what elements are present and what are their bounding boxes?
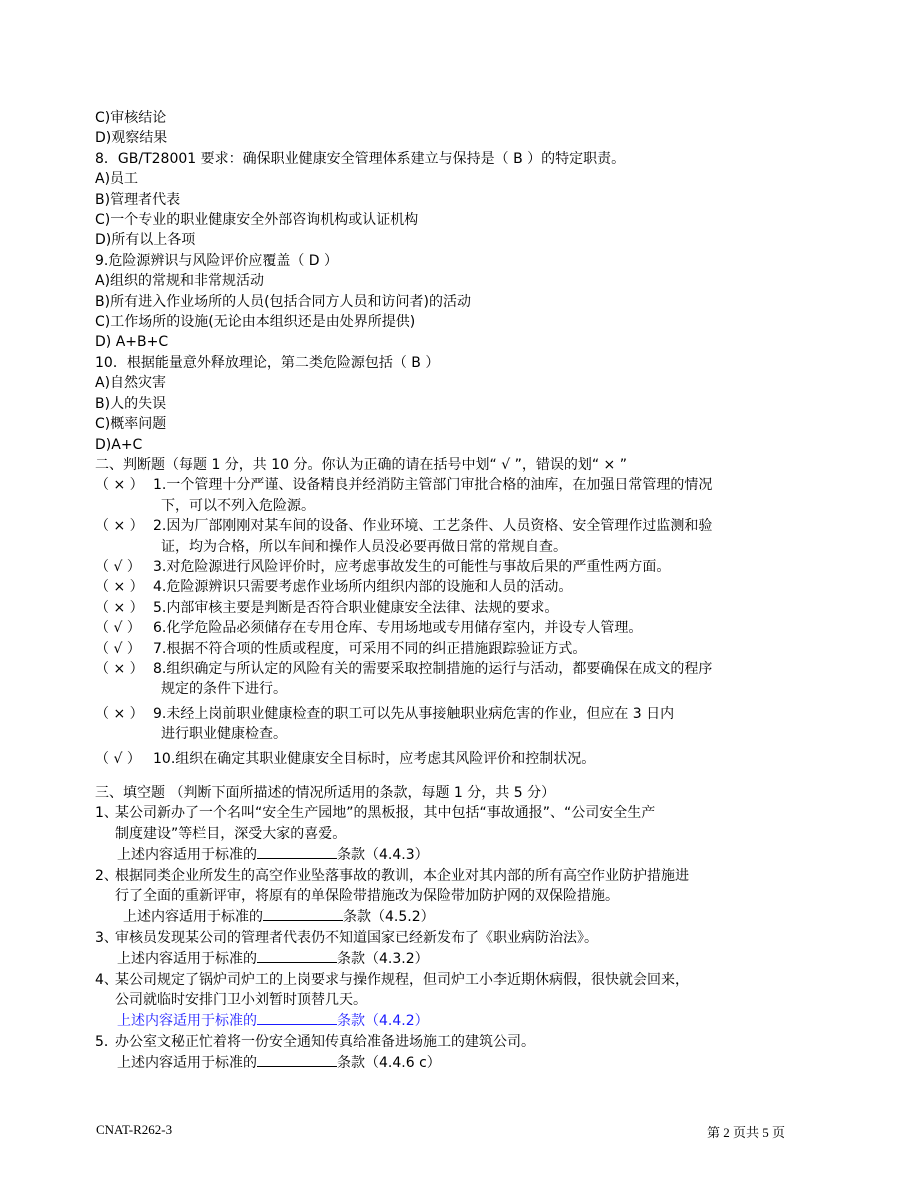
tf-text-cont: 规定的条件下进行。 — [161, 681, 287, 698]
q10-option-d: D)A+C — [95, 436, 143, 453]
answer-clause: （4.4.3） — [365, 847, 429, 864]
footer-doc-code: CNAT-R262-3 — [96, 1122, 173, 1137]
section-true-false-heading: 二、判断题（每题 1 分，共 10 分。你认为正确的请在括号中划“ √ ”，错误的划“ × ” — [95, 456, 627, 473]
question-10: 10．根据能量意外释放理论，第二类危险源包括（ B ） — [95, 354, 440, 371]
q9-option-d: D) A+B+C — [95, 334, 169, 351]
fill-answer-4 — [95, 1010, 795, 1031]
answer-clause: （4.3.2） — [365, 951, 429, 968]
tf-item-9 — [95, 704, 795, 745]
tf-item-2 — [95, 516, 795, 557]
option-d-prev: D)观察结果 — [95, 130, 168, 147]
answer-clause: （4.4.6 c） — [365, 1055, 441, 1072]
tf-text: 3.对危险源进行风险评价时，应考虑事故发生的可能性与事故后果的严重性两方面。 — [153, 558, 671, 575]
tf-mark: （ × ） — [95, 518, 144, 535]
answer-mid: 条款 — [343, 909, 371, 926]
answer-blank[interactable] — [257, 1010, 337, 1025]
tf-text: 10.组织在确定其职业健康安全目标时，应考虑其风险评价和控制状况。 — [153, 750, 596, 767]
tf-mark: （ × ） — [95, 477, 144, 494]
answer-prefix: 上述内容适用于标准的 — [117, 1055, 257, 1072]
tf-text: 4.危险源辨识只需要考虑作业场所内组织内部的设施和人员的活动。 — [153, 579, 573, 596]
answer-prefix: 上述内容适用于标准的 — [117, 847, 257, 864]
fill-item-4 — [95, 970, 795, 1011]
fill-number: 2、 — [95, 867, 118, 884]
q9-option-c: C)工作场所的设施(无论由本组织还是由处界所提供) — [95, 314, 416, 331]
tf-item-10 — [95, 749, 795, 769]
tf-text: 7.根据不符合项的性质或程度，可采用不同的纠正措施跟踪验证方式。 — [153, 640, 587, 657]
answer-mid: 条款 — [337, 951, 365, 968]
answer-prefix: 上述内容适用于标准的 — [123, 909, 263, 926]
q9-option-b: B)所有进入作业场所的人员(包括合同方人员和访问者)的活动 — [95, 293, 471, 310]
page-content — [95, 108, 795, 1074]
answer-mid: 条款 — [337, 1013, 365, 1030]
fill-item-1 — [95, 803, 795, 844]
tf-text-cont: 证，均为合格，所以车间和操作人员没必要再做日常的常规自查。 — [161, 538, 567, 555]
tf-mark: （ × ） — [95, 660, 144, 677]
fill-text: 根据同类企业所发生的高空作业坠落事故的教训，本企业对其内部的所有高空作业防护措施进 — [115, 867, 689, 884]
tf-item-1 — [95, 475, 795, 516]
tf-text: 6.化学危险品必须储存在专用仓库、专用场地或专用储存室内，并设专人管理。 — [153, 620, 643, 637]
answer-clause: （4.4.2） — [365, 1013, 429, 1030]
tf-mark: （ × ） — [95, 599, 144, 616]
footer-page-number: 第 2 页共 5 页 — [707, 1125, 786, 1140]
option-c-prev: C)审核结论 — [95, 110, 167, 126]
tf-item-4 — [95, 577, 795, 597]
fill-text-cont: 公司就临时安排门卫小刘暂时顶替几天。 — [115, 992, 367, 1009]
answer-blank[interactable] — [263, 906, 343, 921]
q8-option-a: A)员工 — [95, 171, 139, 188]
answer-mid: 条款 — [337, 1055, 365, 1072]
tf-mark: （ × ） — [95, 705, 144, 722]
answer-blank[interactable] — [257, 948, 337, 963]
tf-text: 2.因为厂部刚刚对某车间的设备、作业环境、工艺条件、人员资格、安全管理作过监测和验 — [153, 518, 713, 535]
q8-option-d: D)所有以上各项 — [95, 232, 196, 249]
answer-blank[interactable] — [257, 844, 337, 859]
answer-prefix: 上述内容适用于标准的 — [117, 1013, 257, 1030]
fill-answer-3 — [95, 948, 795, 969]
fill-item-5 — [95, 1032, 795, 1052]
fill-text: 某公司规定了锅炉司炉工的上岗要求与操作规程，但司炉工小李近期休病假，很快就会回来， — [115, 971, 689, 988]
tf-text-cont: 进行职业健康检查。 — [161, 726, 287, 743]
tf-item-5 — [95, 598, 795, 618]
question-8: 8．GB/T28001 要求：确保职业健康安全管理体系建立与保持是（ B ）的特定职责。 — [95, 150, 626, 167]
answer-blank[interactable] — [257, 1052, 337, 1067]
fill-item-3 — [95, 928, 795, 948]
answer-mid: 条款 — [337, 847, 365, 864]
tf-mark: （ √ ） — [95, 750, 141, 767]
tf-item-6 — [95, 618, 795, 638]
fill-number: 5． — [95, 1033, 118, 1050]
tf-item-7 — [95, 639, 795, 659]
tf-text-cont: 下，可以不列入危险源。 — [161, 497, 315, 514]
fill-number: 1、 — [95, 805, 118, 822]
tf-item-3 — [95, 557, 795, 577]
fill-text-cont: 行了全面的重新评审，将原有的单保险带措施改为保险带加防护网的双保险措施。 — [115, 888, 619, 905]
tf-text: 9.未经上岗前职业健康检查的职工可以先从事接触职业病危害的作业，但应在 3 日内 — [153, 705, 675, 722]
tf-item-8 — [95, 659, 795, 700]
fill-text-cont: 制度建设”等栏目，深受大家的喜爱。 — [115, 825, 347, 842]
tf-text: 1.一个管理十分严谨、设备精良并经消防主管部门审批合格的油库，在加强日常管理的情况 — [153, 477, 713, 494]
tf-mark: （ √ ） — [95, 620, 141, 637]
tf-mark: （ √ ） — [95, 640, 141, 657]
tf-mark: （ √ ） — [95, 558, 141, 575]
fill-answer-1 — [95, 844, 795, 865]
fill-number: 4、 — [95, 971, 118, 988]
question-9: 9.危险源辨识与风险评价应覆盖（ D ） — [95, 252, 339, 269]
q10-option-b: B)人的失误 — [95, 395, 167, 412]
tf-mark: （ × ） — [95, 579, 144, 596]
q8-option-c: C)一个专业的职业健康安全外部咨询机构或认证机构 — [95, 212, 419, 229]
fill-item-2 — [95, 866, 795, 907]
tf-text: 5.内部审核主要是判断是否符合职业健康安全法律、法规的要求。 — [153, 599, 559, 616]
fill-text: 办公室文秘正忙着将一份安全通知传真给准备进场施工的建筑公司。 — [115, 1033, 535, 1050]
fill-text: 审核员发现某公司的管理者代表仍不知道国家已经新发布了《职业病防治法》。 — [115, 929, 598, 946]
tf-text: 8.组织确定与所认定的风险有关的需要采取控制措施的运行与活动，都要确保在成文的程序 — [153, 660, 713, 677]
answer-prefix: 上述内容适用于标准的 — [117, 951, 257, 968]
q9-option-a: A)组织的常规和非常规活动 — [95, 273, 265, 290]
q10-option-c: C)概率问题 — [95, 416, 167, 433]
answer-clause: （4.5.2） — [371, 909, 435, 926]
section-fill-heading: 三、填空题 （判断下面所描述的情况所适用的条款，每题 1 分，共 5 分） — [95, 785, 556, 801]
fill-answer-5 — [95, 1052, 795, 1073]
fill-number: 3、 — [95, 929, 118, 946]
q8-option-b: B)管理者代表 — [95, 191, 181, 208]
fill-answer-2 — [95, 906, 795, 927]
q10-option-a: A)自然灾害 — [95, 375, 167, 392]
fill-text: 某公司新办了一个名叫“安全生产园地”的黑板报，其中包括“事故通报”、“公司安全生产 — [115, 805, 656, 822]
